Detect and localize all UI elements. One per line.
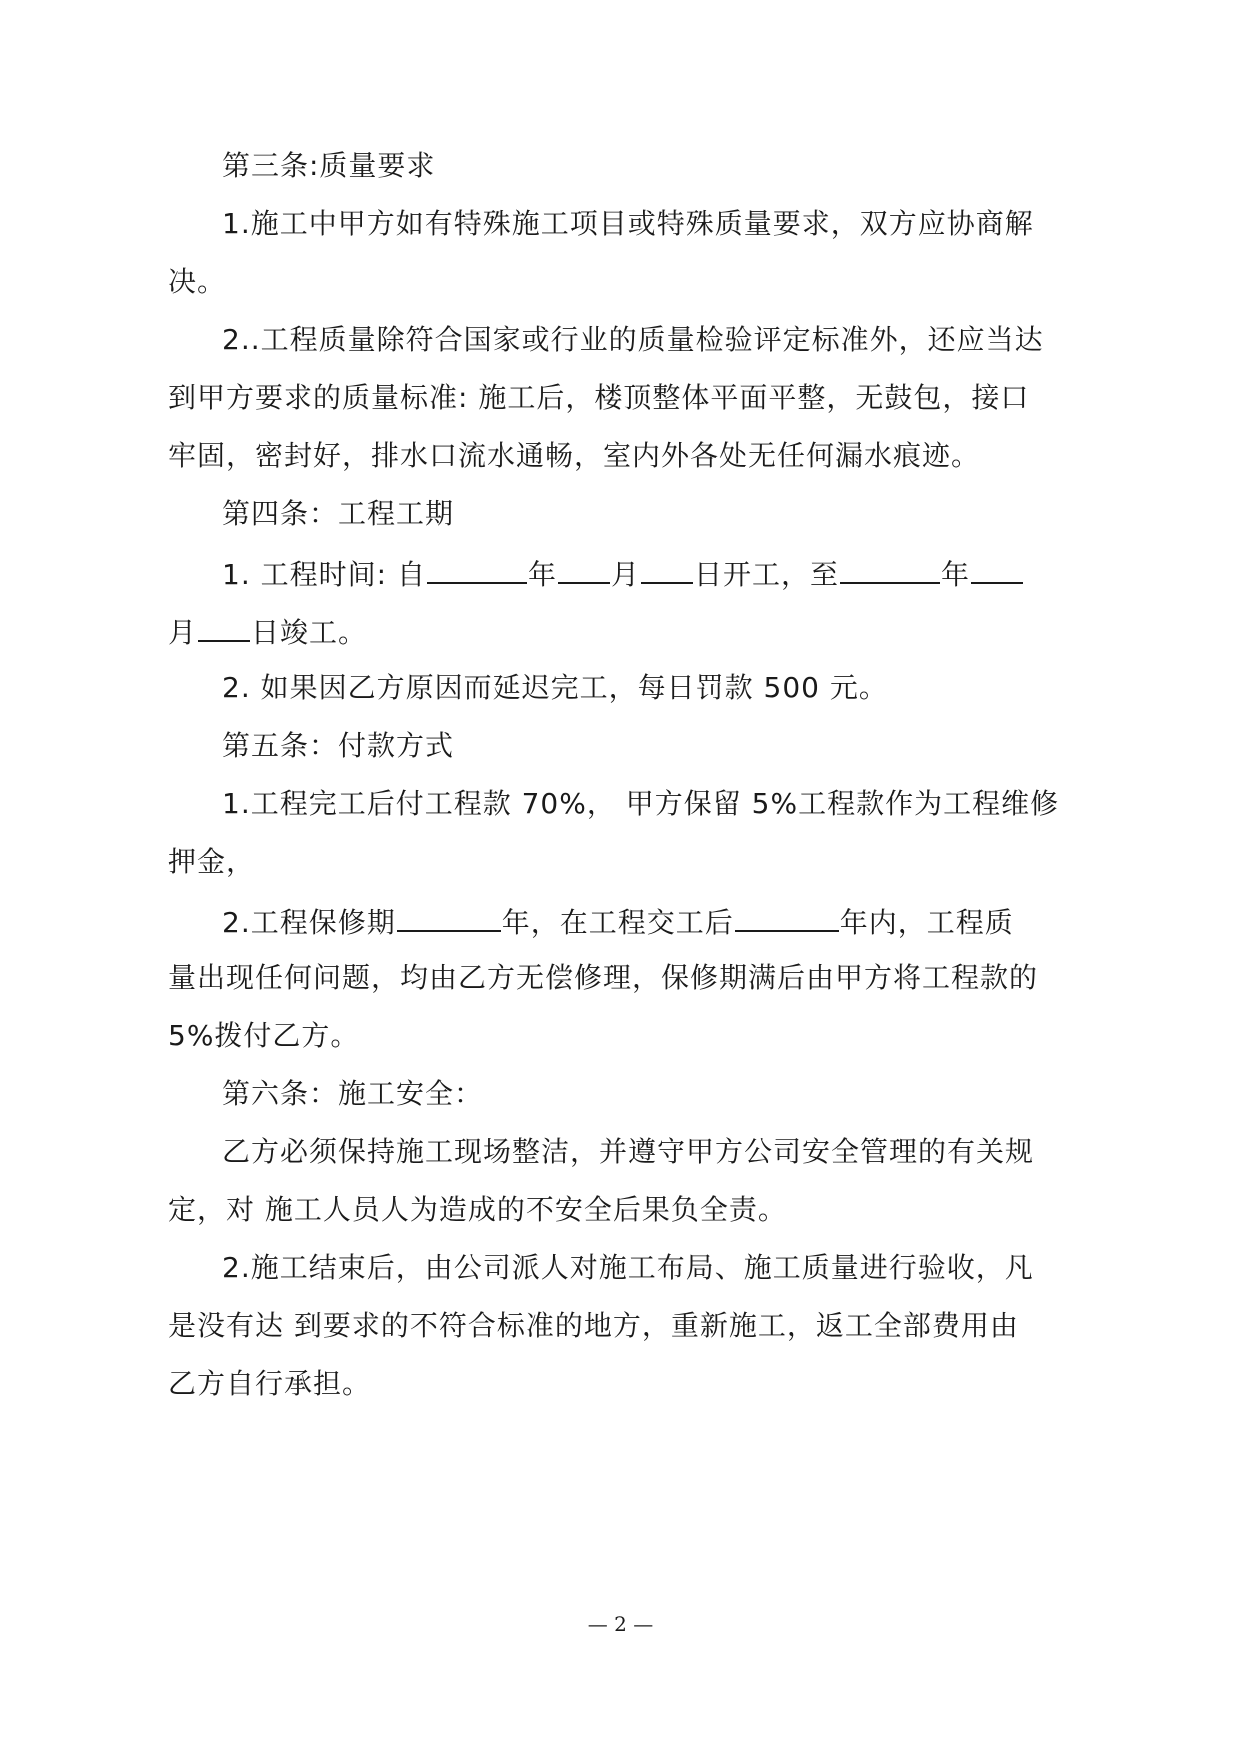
- article-3-heading: 第三条:质量要求: [222, 149, 436, 182]
- warranty-line: [222, 902, 1014, 941]
- page-number: — 2 —: [587, 1612, 654, 1636]
- paragraph-line: 定，对 施工人员人为造成的不安全后果负全责。: [168, 1193, 787, 1226]
- year-label-2: 年: [941, 558, 971, 591]
- end-year-blank: [840, 554, 940, 584]
- article-6-heading: 第六条：施工安全：: [222, 1077, 484, 1110]
- paragraph-line: 1.施工中甲方如有特殊施工项目或特殊质量要求，双方应协商解: [222, 207, 1034, 240]
- paragraph-line: 乙方必须保持施工现场整洁，并遵守甲方公司安全管理的有关规: [222, 1135, 1035, 1168]
- warranty-years-blank: [735, 902, 839, 932]
- start-month-blank: [558, 554, 610, 584]
- schedule-prefix: 1. 工程时间: 自: [222, 558, 426, 591]
- start-label: 日开工，至: [693, 558, 839, 591]
- paragraph-line: 决。: [168, 265, 227, 298]
- start-year-blank: [427, 554, 527, 584]
- paragraph-line: 5%拨付乙方。: [168, 1019, 360, 1052]
- article-4-heading: 第四条：工程工期: [222, 497, 455, 530]
- schedule-line-2: [168, 612, 367, 651]
- paragraph-line: 是没有达 到要求的不符合标准的地方，重新施工，返工全部费用由: [168, 1309, 1019, 1342]
- paragraph-line: 牢固，密封好，排水口流水通畅，室内外各处无任何漏水痕迹。: [168, 439, 981, 472]
- paragraph-line: 到甲方要求的质量标准: 施工后，楼顶整体平面平整，无鼓包，接口: [168, 381, 1030, 414]
- warranty-mid: 年，在工程交工后: [501, 906, 734, 939]
- schedule-line-1: [222, 554, 1024, 593]
- paragraph-line: 2. 如果因乙方原因而延迟完工，每日罚款 500 元。: [222, 671, 888, 704]
- paragraph-line: 押金，: [168, 845, 256, 878]
- paragraph-line: 2.施工结束后，由公司派人对施工布局、施工质量进行验收，凡: [222, 1251, 1034, 1284]
- article-5-heading: 第五条：付款方式: [222, 729, 455, 762]
- paragraph-line: 乙方自行承担。: [168, 1367, 372, 1400]
- month-label: 月: [610, 558, 640, 591]
- warranty-prefix: 2.工程保修期: [222, 906, 396, 939]
- warranty-suffix: 年内，工程质: [839, 906, 1014, 939]
- warranty-period-blank: [397, 902, 501, 932]
- start-day-blank: [641, 554, 693, 584]
- paragraph-line: 量出现任何问题，均由乙方无偿修理，保修期满后由甲方将工程款的: [168, 961, 1039, 994]
- end-label: 日竣工。: [251, 616, 368, 649]
- month-label-2: 月: [168, 616, 198, 649]
- year-label: 年: [527, 558, 557, 591]
- paragraph-line: 2..工程质量除符合国家或行业的质量检验评定标准外，还应当达: [222, 323, 1044, 356]
- end-month-blank-part: [971, 554, 1023, 584]
- paragraph-line: 1.工程完工后付工程款 70%， 甲方保留 5%工程款作为工程维修: [222, 787, 1060, 820]
- end-day-blank: [198, 612, 250, 642]
